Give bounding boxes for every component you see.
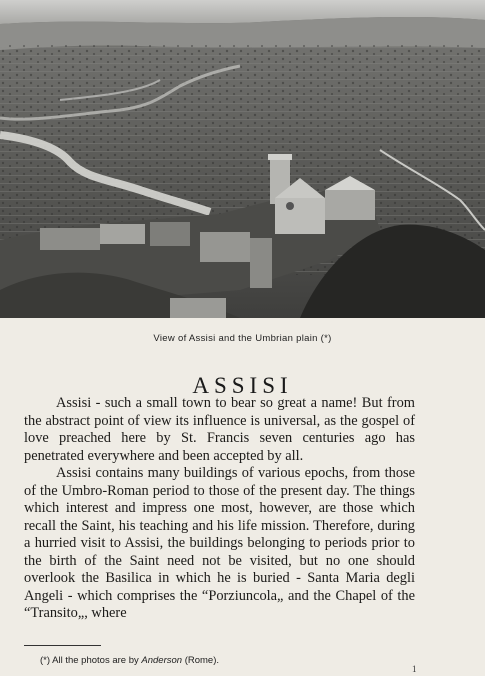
paragraph-2: Assisi contains many buildings of various epochs, from those of the Umbro-Roman period to those of the present day. The things which interest and impress one most, however, are those which recall the Saint, his teaching and his life mission. Therefore, during a hurried visit to Assisi, the buildings belonging to periods prior to the birth of the Saint need not be visited, but no one should overlook the Basilica in which he is buried - Santa Maria degli Angeli - which comprises the “Porziuncola„ and the Chapel of the “Transito„, where: [24, 465, 415, 621]
footnote-prefix: (*) All the photos are by: [40, 655, 142, 666]
footnote: [40, 655, 219, 666]
footnote-author: Anderson: [141, 655, 183, 666]
body-text: [24, 395, 415, 623]
footnote-divider: [24, 645, 101, 646]
page-title: ASSISI: [192, 373, 293, 399]
paragraph-1: Assisi - such a small town to bear so great a name! But from the abstract point of view its influence is universal, as the gospel of love preached here by St. Francis seven centuries ago has penetrated everywhere and been accepted by all.: [24, 395, 415, 464]
footnote-suffix: (Rome).: [182, 655, 220, 666]
photo-caption: View of Assisi and the Umbrian plain (*): [153, 333, 332, 344]
assisi-landscape-photo: [0, 0, 485, 318]
page-number: 1: [412, 664, 417, 674]
